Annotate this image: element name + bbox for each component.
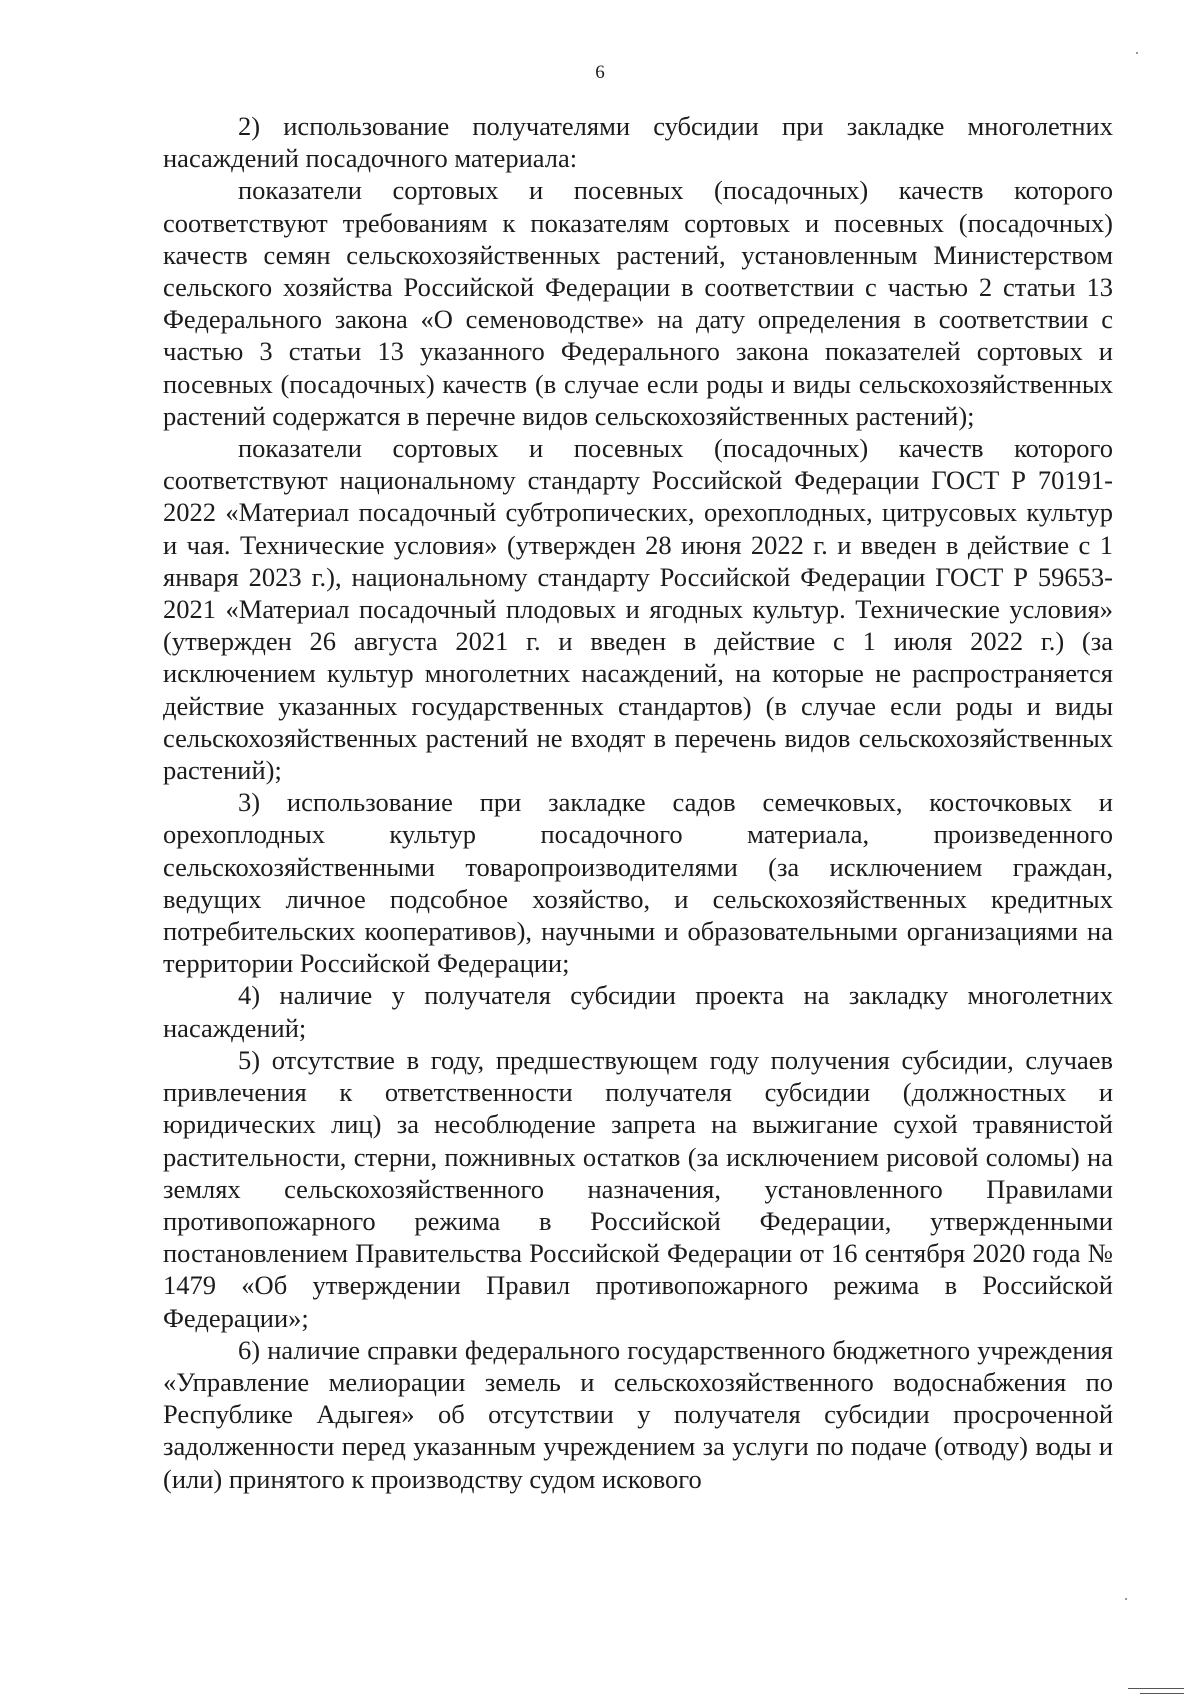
- paragraph-2-planting-material: 2) использование получателями субсидии при закладке многолетних насаждений посадочного материала:: [163, 111, 1113, 174]
- scan-speck: [1136, 52, 1138, 54]
- scan-line-mark: [1140, 1693, 1184, 1694]
- paragraph-6-reclamation-certificate: 6) наличие справки федерального государственного бюджетного учреждения «Управление мелиорации земель и сельскохозяйственного водоснабжения по Республике Адыгея» об отсутствии у получателя субсидии просроченной задолженности перед указанным учреждением за услуги по подаче (отводу) воды и (или) принятого к производству судом искового: [163, 1334, 1113, 1494]
- scan-speck: [1125, 1598, 1127, 1600]
- document-body: [163, 110, 1113, 1495]
- paragraph-3-orchard-planting: 3) использование при закладке садов семечковых, косточковых и орехоплодных культур посадочного материала, произведенного сельскохозяйственными товаропроизводителями (за исключением граждан, ведущих личное подсобное хозяйство, и сельскохозяйственных кредитных потребительских кооперативов), научными и образовательными организациями на территории Российской Федерации;: [163, 787, 1113, 979]
- paragraph-national-standard-gost: показатели сортовых и посевных (посадочных) качеств которого соответствуют национальному стандарту Российской Федерации ГОСТ Р 70191-2022 «Материал посадочный субтропических, орехоплодных, цитрусовых культур и чая. Технические условия» (утвержден 28 июня 2022 г. и введен в действие с 1 января 2023 г.), национальному стандарту Российской Федерации ГОСТ Р 59653-2021 «Материал посадочный плодовых и ягодных культур. Технические условия» (утвержден 26 августа 2021 г. и введен в действие с 1 июля 2022 г.) (за исключением культур многолетних насаждений, на которые не распространяется действие указанных государственных стандартов) (в случае если роды и виды сельскохозяйственных растений не входят в перечень видов сельскохозяйственных растений);: [163, 433, 1113, 786]
- page-number: 6: [595, 62, 605, 83]
- paragraph-4-project: 4) наличие у получателя субсидии проекта на закладку многолетних насаждений;: [163, 980, 1113, 1043]
- paragraph-varietal-quality-requirements: показатели сортовых и посевных (посадочных) качеств которого соответствуют требованиям к показателям сортовых и посевных (посадочных) качеств семян сельскохозяйственных растений, установленным Министерством сельского хозяйства Российской Федерации в соответствии с частью 2 статьи 13 Федерального закона «О семеноводстве» на дату определения в соответствии с частью 3 статьи 13 указанного Федерального закона показателей сортовых и посевных (посадочных) качеств (в случае если роды и виды сельскохозяйственных растений содержатся в перечне видов сельскохозяйственных растений);: [163, 175, 1113, 431]
- scan-line-mark: [1128, 1688, 1184, 1689]
- paragraph-5-fire-safety: 5) отсутствие в году, предшествующем году получения субсидии, случаев привлечения к ответственности получателя субсидии (должностных и юридических лиц) за несоблюдение запрета на выжигание сухой травянистой растительности, стерни, пожнивных остатков (за исключением рисовой соломы) на землях сельскохозяйственного назначения, установленного Правилами противопожарного режима в Российской Федерации, утвержденными постановлением Правительства Российской Федерации от 16 сентября 2020 года № 1479 «Об утверждении Правил противопожарного режима в Российской Федерации»;: [163, 1044, 1113, 1333]
